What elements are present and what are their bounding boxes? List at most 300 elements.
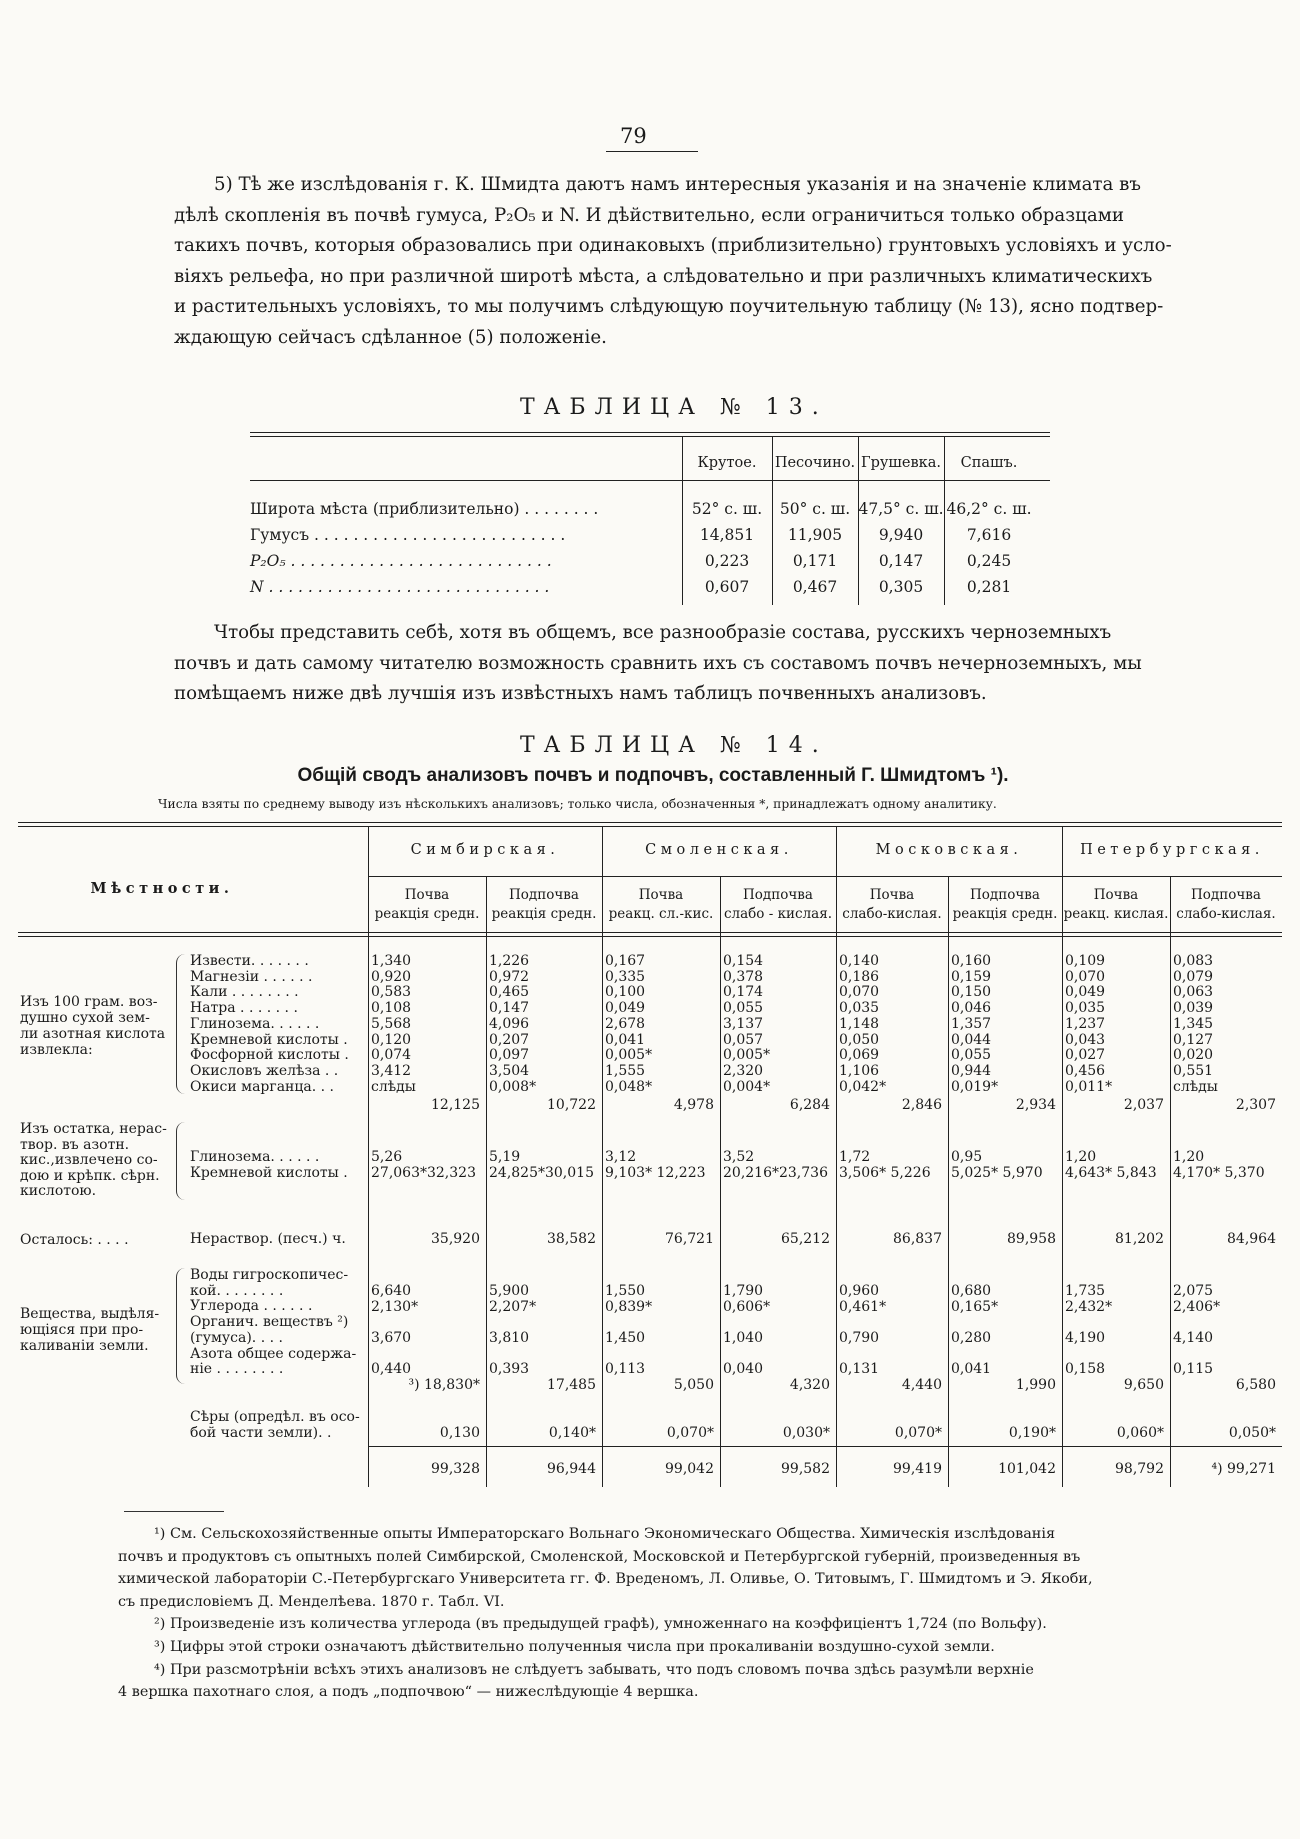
sulfur-value: 0,070* [666,1425,714,1441]
table14-top-rule [18,822,1282,823]
g3-nitrogen: 0,440 [371,1361,412,1377]
subheader-line: Почва [1093,887,1139,903]
g1-total: 2,037 [1123,1097,1164,1113]
g2-glinozem: 5,19 [489,1149,521,1165]
table14-header-rule [18,932,1282,933]
g1-cell: 0,019* [951,1078,999,1095]
page-number-rule [606,151,698,152]
g2-silica: 3,506* 5,226 [839,1165,931,1181]
table13-cell: 0,305 [878,578,924,596]
group3-label-line: Вещества, выдѣля- [20,1306,160,1322]
g1-cell: 0,027 [1065,1047,1106,1064]
g1-cell: 1,237 [1065,1015,1106,1032]
intro-line: 5) Тѣ же изслѣдованія г. К. Шмидта даютъ намъ интересныя указанія и на значеніе климата въ [214,174,1141,195]
group2-label-line: кис.,извлечено со- [20,1152,158,1168]
grand-total: 99,582 [781,1461,830,1477]
row-label: Окиси марганца. . . [190,1078,334,1095]
group2-row-labels [190,1150,348,1181]
g1-cell: 0,008* [489,1078,537,1095]
table14 [18,822,1282,1487]
footnote-1-line: химической лабораторіи С.-Петербургскаго Университета гг. Ф. Вреденомъ, Л. Оливье, О. Титовымъ, Г. Шмидтомъ и Э. Якоби, [118,1571,1093,1588]
table14-col-rule [720,877,721,1487]
g3-organic: 3,810 [489,1330,530,1346]
g1-cell: 0,335 [605,968,646,985]
remainder-sublabel: Нераствор. (песч.) ч. [190,1231,346,1247]
grand-total: ⁴) 99,271 [1211,1461,1276,1477]
g1-cell: 0,041 [605,1031,646,1048]
subheader [368,886,486,924]
g3-total: 17,485 [547,1377,596,1393]
table13-title: ТАБЛИЦА № 13. [520,395,828,420]
row-label: Магнезіи . . . . . . [190,968,313,985]
g1-cell: 0,456 [1065,1062,1106,1079]
g1-cell: 3,137 [723,1015,764,1032]
g2-silica: 27,063*32,323 [371,1165,476,1181]
g3-water: 0,680 [951,1283,992,1299]
g1-cell: 1,340 [371,953,412,969]
group3-row-labels [190,1268,356,1378]
table13-cell: 7,616 [966,526,1012,544]
table13-top-rule [250,436,1050,437]
subheader-line: Почва [404,887,450,903]
g1-cell: слѣды [371,1078,416,1095]
g1-total: 4,978 [673,1097,714,1113]
intro-line: віяхъ рельефа, но при различной широтѣ мѣста, а слѣдовательно и при различныхъ климатическихъ [174,265,1153,287]
g3-organic: 0,280 [951,1330,992,1346]
g1-cell: 0,079 [1173,968,1214,985]
g1-cell: 0,972 [489,968,530,985]
g2-glinozem: 1,20 [1065,1149,1097,1165]
g3-total: 6,580 [1235,1377,1276,1393]
row-label: Глинозема. . . . . . [190,1015,320,1032]
g1-cell: 0,120 [371,1031,412,1048]
sulfur-value: 0,070* [894,1425,942,1441]
grand-total: 98,792 [1115,1461,1164,1477]
subheader-line: реакц. сл.-кис. [608,906,714,922]
row-label: ніе . . . . . . . . [190,1361,284,1378]
row-label: Натра . . . . . . . [190,1000,298,1017]
g3-carbon: 0,461* [839,1299,887,1315]
intro-line: ждающую сейчасъ сдѣланное (5) положеніе. [174,326,607,348]
subheader-line: Подпочва [970,887,1040,903]
remainder-value: 81,202 [1115,1231,1164,1247]
group2-label-line: твор. въ азотн. [20,1136,130,1153]
g1-cell: 0,048* [605,1078,653,1095]
g1-total: 2,846 [901,1097,942,1113]
governorate-header: Смоленская. [645,842,793,858]
g3-carbon: 0,165* [951,1299,999,1315]
table14-col-rule [486,877,487,1487]
remainder-value: 65,212 [781,1231,830,1247]
table14-col-rule [948,877,949,1487]
table14-header-rule [18,936,1282,937]
g1-cell: 0,100 [605,984,646,1001]
g3-nitrogen: 0,113 [605,1361,646,1377]
sulfur-label-line: Сѣры (опредѣл. въ осо- [190,1409,360,1425]
group2-label [20,1122,167,1200]
second-line: Чтобы представить себѣ, хотя въ общемъ, все разнообразіе состава, русскихъ черноземныхъ [214,622,1112,643]
subheader [486,886,602,924]
table13-header-rule [250,480,1050,481]
g1-total: 2,934 [1015,1097,1056,1113]
g1-cell: 0,049 [1065,984,1106,1001]
table13-cell: 0,245 [966,552,1012,570]
sulfur-label-line: бой части земли). . [190,1424,332,1441]
g2-glinozem: 1,72 [839,1149,871,1165]
g3-organic: 1,040 [723,1330,764,1346]
g1-cell: 0,055 [723,1000,764,1017]
g1-cell: 0,035 [1065,1000,1106,1017]
g1-cell: 0,097 [489,1047,530,1064]
table13-header: Грушевка. [861,455,941,471]
group3-brace [176,1268,187,1384]
group2-label-line: кислотою. [20,1183,97,1199]
g3-organic: 4,190 [1065,1330,1106,1346]
table13-header: Крутое. [697,455,757,471]
sulfur-value: 0,030* [782,1425,830,1441]
table13-row-label: Широта мѣста (приблизительно) . . . . . . . . [250,500,599,518]
g1-cell: 1,345 [1173,1015,1214,1032]
table13-top-rule [250,432,1050,433]
g3-organic: 1,450 [605,1330,646,1346]
table13-cell: 0,223 [704,552,750,570]
table13-cell: 0,171 [792,552,838,570]
table13-row [250,522,1050,548]
row-label: Глинозема. . . . . . [190,1149,320,1165]
locality-header: Мѣстности. [90,880,234,897]
g1-cell: 0,046 [951,1000,992,1017]
subheader-line: Подпочва [743,887,813,903]
g1-cell: 0,140 [839,953,880,969]
g1-cell: 1,555 [605,1062,646,1079]
footnote-4-line: 4 вершка пахотнаго слоя, а подъ „подпочвою“ — нижеслѣдующіе 4 вершка. [118,1684,699,1701]
table14-subtitle: Общій сводъ анализовъ почвъ и подпочвъ, составленный Г. Шмидтомъ ¹). [297,765,1009,786]
group2-label-line: дою и крѣпк. сѣрн. [20,1167,160,1184]
footnotes [118,1523,1180,1704]
g1-cell: 0,055 [951,1047,992,1064]
group3-label [20,1306,159,1354]
g1-cell: 0,167 [605,953,646,969]
table13-cell: 46,2° с. ш. [946,500,1032,518]
g3-total: 1,990 [1015,1377,1056,1393]
g1-cell: 0,063 [1173,984,1214,1001]
g1-cell: 0,160 [951,953,992,969]
table13-cell: 0,607 [704,578,750,596]
sulfur-label [190,1410,360,1441]
subheader [1062,886,1170,924]
table13-cell: 14,851 [699,526,755,544]
g1-cell: 0,378 [723,968,764,985]
g1-cell: 0,150 [951,984,992,1001]
g1-total: 2,307 [1235,1097,1276,1113]
remainder-value: 35,920 [431,1231,480,1247]
g3-nitrogen: 0,158 [1065,1361,1106,1377]
g3-nitrogen: 0,040 [723,1361,764,1377]
second-line: почвъ и дать самому читателю возможность сравнить ихъ съ составомъ почвъ нечерноземныхъ, мы [174,652,1142,674]
table13-header: Спашъ. [960,455,1018,471]
g1-cell: 0,465 [489,984,530,1001]
g2-glinozem: 1,20 [1173,1149,1205,1165]
g1-total: 6,284 [789,1097,830,1113]
remainder-value: 76,721 [665,1231,714,1247]
g1-cell: 0,049 [605,1000,646,1017]
g1-cell: 0,920 [371,968,412,985]
subheader [836,886,948,924]
g1-cell: 0,127 [1173,1031,1214,1048]
subheader-line: Подпочва [1191,887,1261,903]
g3-total: 9,650 [1123,1377,1164,1393]
table13-row-label: N . . . . . . . . . . . . . . . . . . . . . . . . . . . . . [250,578,550,596]
group1-label-line: Изъ 100 грам. воз- [20,994,158,1010]
table13-cell: 11,905 [787,526,843,544]
g1-total: 12,125 [431,1097,480,1113]
subheader [602,886,720,924]
footnote-4-line: ⁴) При разсмотрѣніи всѣхъ этихъ анализовъ не слѣдуетъ забывать, что подъ словомъ почва здѣсь разумѣли верхніе [154,1661,1034,1678]
subheader [1170,886,1282,924]
g1-cell: 1,357 [951,1015,992,1032]
g3-carbon: 2,130* [371,1299,419,1315]
sulfur-value: 0,140* [548,1425,596,1441]
grand-total-rule [368,1446,1282,1447]
subheader-line: реакція средн. [491,906,597,922]
g3-total: 4,440 [901,1377,942,1393]
intro-paragraph [174,170,1192,353]
row-label: Кали . . . . . . . . [190,984,299,1001]
g3-carbon: 0,839* [605,1299,653,1315]
g1-cell: 0,551 [1173,1062,1214,1079]
remainder-value: 86,837 [893,1231,942,1247]
table13-cell: 52° с. ш. [691,500,763,518]
g1-cell: 0,039 [1173,1000,1214,1017]
g1-cell: 4,096 [489,1015,530,1032]
subheader [720,886,836,924]
grand-total: 101,042 [998,1461,1056,1477]
row-label: Извести. . . . . . . [190,953,309,969]
sulfur-value: 0,060* [1116,1425,1164,1441]
footnote-1-line: почвъ и продуктовъ съ опытныхъ полей Симбирской, Смоленской, Московской и Петербургской губерній, произведенныя въ [118,1548,1081,1565]
g1-cell: 0,020 [1173,1047,1214,1064]
page-number: 79 [620,124,647,148]
intro-line: такихъ почвъ, которыя образовались при одинаковыхъ (приблизительно) грунтовыхъ условіяхъ и усло- [174,235,1172,256]
g1-cell: 0,005* [723,1047,771,1064]
group1-row-labels [190,954,349,1095]
second-line: помѣщаемъ ниже двѣ лучшія изъ извѣстныхъ намъ таблицъ почвенныхъ анализовъ. [174,683,987,704]
g2-silica: 20,216*23,736 [723,1165,828,1181]
footnote-rule [124,1511,224,1512]
g2-silica: 5,025* 5,970 [951,1165,1043,1181]
g1-cell: 0,108 [371,1000,412,1017]
g3-water: 1,790 [723,1283,764,1299]
row-label: Окисловъ желѣза . . [190,1062,339,1079]
group1-label-line: извлекла: [20,1042,93,1058]
table14-top-rule [18,826,1282,827]
footnote-1-line: ¹) См. Сельскохозяйственные опыты Императорскаго Вольнаго Экономическаго Общества. Химическія изслѣдованія [154,1526,1056,1542]
g3-water: 0,960 [839,1283,880,1299]
row-label: кой. . . . . . . . [190,1282,284,1299]
governorate-rule [368,876,1282,877]
second-paragraph [174,618,1192,710]
g1-cell: 1,226 [489,953,530,969]
g1-cell: 0,069 [839,1047,880,1064]
table13-row [250,496,1050,522]
remainder-value: 38,582 [547,1231,596,1247]
g1-cell: 0,147 [489,1000,530,1017]
row-label: Кремневой кислоты . [190,1031,348,1048]
g1-cell: 0,159 [951,968,992,985]
group2-label-line: Изъ остатка, нерас- [20,1121,167,1137]
table13-row [250,574,1050,600]
g1-cell: 0,154 [723,953,764,969]
g2-glinozem: 5,26 [371,1149,403,1165]
g1-cell: 0,944 [951,1062,992,1079]
g3-nitrogen: 0,393 [489,1361,530,1377]
g1-cell: 0,070 [1065,968,1106,985]
g3-carbon: 2,432* [1065,1299,1113,1315]
group1-label-line: душно сухой зем- [20,1010,150,1026]
sulfur-value: 0,130 [439,1425,480,1441]
governorate-header: Петербургская. [1080,842,1264,858]
g3-water: 1,550 [605,1283,646,1299]
remainder-label: Осталось: . . . . [20,1232,129,1248]
g1-cell: 2,320 [723,1062,764,1079]
g1-cell: 0,583 [371,984,412,1001]
g1-total: 10,722 [547,1097,596,1113]
table13-cell: 0,281 [966,578,1012,596]
table14-title: ТАБЛИЦА № 14. [520,733,828,758]
g1-cell: 3,412 [371,1062,412,1079]
table13-row [250,548,1050,574]
subheader-line: реакція средн. [952,906,1058,922]
g2-glinozem: 0,95 [951,1149,983,1165]
g1-cell: 5,568 [371,1015,412,1032]
g1-cell: 0,207 [489,1031,530,1048]
g3-nitrogen: 0,115 [1173,1361,1214,1377]
g3-nitrogen: 0,041 [951,1361,992,1377]
g3-nitrogen: 0,131 [839,1361,880,1377]
g1-cell: 0,109 [1065,953,1106,969]
g3-total: 4,320 [789,1377,830,1393]
subheader [948,886,1062,924]
remainder-value: 89,958 [1007,1231,1056,1247]
g3-total: 5,050 [673,1377,714,1393]
subheader-line: реакція средн. [374,906,480,922]
g2-silica: 9,103* 12,223 [605,1165,706,1181]
g1-cell: 0,050 [839,1031,880,1048]
g1-cell: 0,042* [839,1078,887,1095]
group2-brace [176,1122,187,1200]
grand-total: 96,944 [547,1461,596,1477]
sulfur-value: 0,050* [1228,1425,1276,1441]
row-label: Кремневой кислоты . [190,1164,348,1181]
group1-label-line: ли азотная кислота [20,1026,166,1042]
g1-cell: 1,148 [839,1015,880,1032]
governorate-header: Симбирская. [410,842,560,858]
subheader-line: Почва [638,887,684,903]
grand-total: 99,042 [665,1461,714,1477]
g1-cell: 0,005* [605,1047,653,1064]
footnote-1-line: съ предисловіемъ Д. Менделѣева. 1870 г. Табл. VI. [118,1593,505,1610]
g3-water: 5,900 [489,1283,530,1299]
table13-header: Песочино. [774,455,856,471]
g3-water: 1,735 [1065,1283,1106,1299]
g3-organic: 4,140 [1173,1330,1214,1346]
g2-glinozem: 3,52 [723,1149,755,1165]
table13-cell: 9,940 [878,526,924,544]
grand-total: 99,419 [893,1461,942,1477]
table13-cell: 47,5° с. ш. [858,500,944,518]
subheader-line: слабо - кислая. [723,906,832,922]
intro-line: дѣлѣ скопленія въ почвѣ гумуса, P₂O₅ и N. И дѣйствительно, если ограничиться только образцами [174,204,1124,226]
g3-organic: 0,790 [839,1330,880,1346]
g3-carbon: 2,207* [489,1299,537,1315]
g1-cell: 0,186 [839,968,880,985]
row-label: Воды гигроскопичес- [190,1267,349,1283]
intro-line: и растительныхъ условіяхъ, то мы получимъ слѣдующую поучительную таблицу (№ 13), ясно подтвер- [174,296,1164,317]
subheader-line: слабо-кислая. [842,906,942,922]
g1-cell: 3,504 [489,1062,530,1079]
governorate-header: Московская. [875,842,1023,858]
g3-carbon: 0,606* [723,1299,771,1315]
table13-row-label: P₂O₅ . . . . . . . . . . . . . . . . . . . . . . . . . . . [250,552,552,570]
table13-cell: 0,147 [878,552,924,570]
g3-carbon: 2,406* [1173,1299,1221,1315]
subheader-line: слабо-кислая. [1176,906,1276,922]
g1-cell: 1,106 [839,1062,880,1079]
table13-cell: 0,467 [792,578,838,596]
g2-silica: 4,643* 5,843 [1065,1165,1157,1181]
g1-cell: 0,174 [723,984,764,1001]
g1-cell: 0,011* [1065,1078,1113,1095]
subheader-line: реакц. кислая. [1063,906,1169,922]
g1-cell: 0,057 [723,1031,764,1048]
subheader-line: Почва [869,887,915,903]
subheader-line: Подпочва [509,887,579,903]
group1-brace [176,954,187,1094]
row-label: Азота общее содержа- [190,1345,357,1362]
g1-cell: 0,035 [839,1000,880,1017]
table13-row-label: Гумусъ . . . . . . . . . . . . . . . . . . . . . . . . . . [250,526,566,544]
footnote-3: ³) Цифры этой строки означаютъ дѣйствительно полученныя числа при прокаливаніи воздушно-сухой земли. [154,1638,995,1655]
group1-label [20,994,165,1058]
g2-glinozem: 3,12 [605,1149,637,1165]
table13 [250,432,1050,612]
g1-cell: 0,083 [1173,953,1214,969]
row-label: Фосфорной кислоты . [190,1047,349,1064]
g1-cell: 2,678 [605,1015,646,1032]
group3-label-line: каливаніи земли. [20,1338,149,1354]
g2-silica: 4,170* 5,370 [1173,1165,1265,1181]
grand-total: 99,328 [431,1461,480,1477]
g3-water: 6,640 [371,1283,412,1299]
g2-silica: 24,825*30,015 [489,1165,594,1181]
g1-cell: 0,074 [371,1047,412,1064]
g1-cell: 0,043 [1065,1031,1106,1048]
remainder-value: 84,964 [1227,1231,1276,1247]
g3-total: ³) 18,830* [408,1377,480,1393]
g1-cell: слѣды [1173,1078,1218,1095]
g1-cell: 0,070 [839,984,880,1001]
g1-cell: 0,044 [951,1031,992,1048]
row-label: Углерода . . . . . . [190,1298,313,1315]
table14-col-rule [1170,877,1171,1487]
g3-water: 2,075 [1173,1283,1214,1299]
g1-cell: 0,004* [723,1078,771,1095]
table13-cell: 50° с. ш. [779,500,851,518]
g3-organic: 3,670 [371,1330,412,1346]
row-label: Органич. веществъ ²) [190,1314,349,1331]
table14-note: Числа взяты по среднему выводу изъ нѣсколькихъ анализовъ; только числа, обозначенныя *, принадлежатъ одному аналитику. [158,797,997,811]
sulfur-value: 0,190* [1008,1425,1056,1441]
